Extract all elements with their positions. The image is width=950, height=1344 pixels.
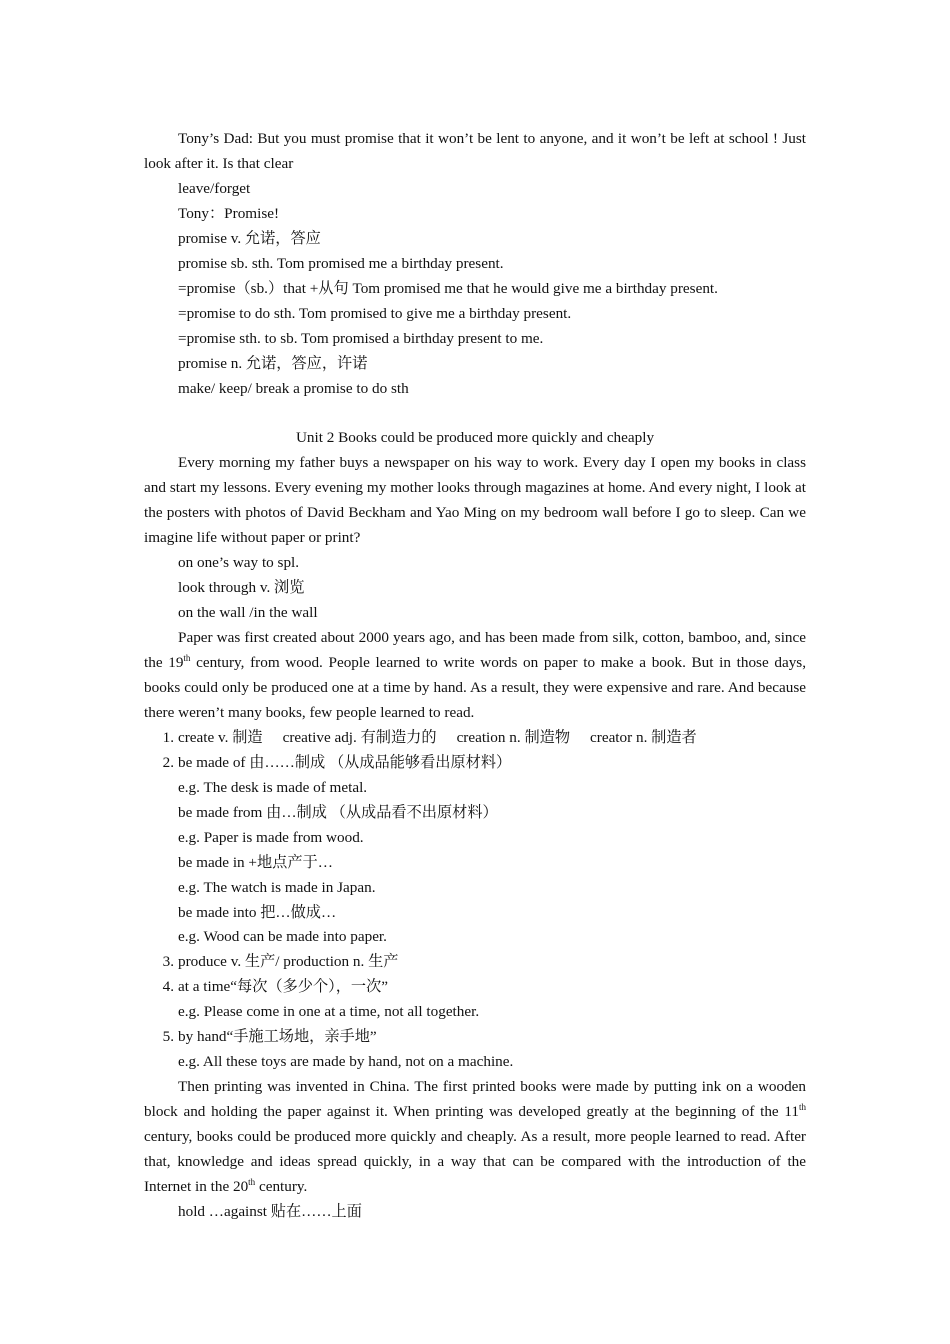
paragraph-1: Every morning my father buys a newspaper on his way to work. Every day I open my books in class and start my lessons. Every evening my mother looks through magazines at home. And every night, I look at the posters with photos of David Beckham and Yao Ming on my bedroom wall before I go to sleep. Can we imagine life without paper or print? [144, 454, 806, 547]
creator-noun: creator n. 制造者 [590, 728, 697, 746]
list-item-5 [144, 1025, 806, 1050]
list-item-2-sub-6: be made into 把…做成… [178, 903, 337, 921]
list-item-2-text: be made of 由……制成 （从成品能够看出原材料） [178, 753, 512, 771]
list-item-3 [144, 950, 806, 975]
creation-noun: creation n. 制造物 [456, 728, 571, 746]
promise-note-6: promise n. 允诺，答应，许诺 [178, 354, 368, 372]
promise-note-2: promise sb. sth. Tom promised me a birthday present. [178, 254, 504, 272]
blank-line [144, 401, 806, 426]
document-page [144, 127, 806, 1225]
create-verb: create v. 制造 [178, 728, 263, 746]
para3-text-b: century, books could be produced more quickly and cheaply. As a result, more people learned to read. After that, knowledge and ideas spread quickly, in a way that can be compared with the introduction of the Internet in the 20 [144, 1128, 806, 1196]
unit-title: Unit 2 Books could be produced more quickly and cheaply [295, 429, 655, 447]
promise-note-3: =promise（sb.）that +从句 Tom promised me that he would give me a birthday present. [178, 279, 718, 297]
list-item-2-sub-3: e.g. Paper is made from wood. [178, 828, 364, 846]
list-item-4-example: e.g. Please come in one at a time, not all together. [178, 1003, 480, 1021]
list-item-2-sub-2: be made from 由…制成 （从成品看不出原材料） [178, 803, 498, 821]
promise-note-1: promise v. 允诺，答应 [178, 229, 321, 247]
para2-text-a: Paper was first created about 2000 years ago, and has been made from silk, cotton, bamboo, and, since the 19 [144, 629, 806, 671]
list-number: 3. [162, 953, 174, 971]
list-number: 2. [162, 753, 174, 771]
list-item-2-sub-1: e.g. The desk is made of metal. [178, 778, 368, 796]
list-item-1 [144, 726, 806, 751]
dialogue-dad: Tony’s Dad: But you must promise that it won’t be lent to anyone, and it won’t be left at school ! Just look after it. Is that clear [144, 130, 806, 172]
list-item-1-text [178, 726, 806, 751]
para1-note-3: on the wall /in the wall [178, 604, 318, 622]
dialogue-tony: Tony：Promise! [178, 204, 280, 222]
para3-superscript-1: th [798, 1102, 806, 1113]
para3-text-a: Then printing was invented in China. The first printed books were made by putting ink on a wooden block and holding the paper against it. When printing was developed greatly at the beginning of the 11 [144, 1078, 806, 1121]
promise-note-7: make/ keep/ break a promise to do sth [178, 379, 409, 397]
dialogue-note: leave/forget [178, 179, 251, 197]
promise-note-4: =promise to do sth. Tom promised to give me a birthday present. [178, 304, 572, 322]
list-number: 4. [162, 978, 174, 996]
list-item-4-text: at a time“每次（多少个），一次” [178, 978, 389, 996]
list-item-5-example: e.g. All these toys are made by hand, not on a machine. [178, 1053, 514, 1071]
list-item-5-text: by hand“手施工场地，亲手地” [178, 1028, 377, 1046]
para1-note-1: on one’s way to spl. [178, 554, 300, 572]
para3-superscript-2: th [248, 1176, 256, 1187]
para2-text-b: century, from wood. People learned to write words on paper to make a book. But in those days, books could only be produced one at a time by hand. As a result, they were expensive and rare. And because there weren’t many books, few people learned to read. [144, 654, 806, 721]
list-item-3-text: produce v. 生产/ production n. 生产 [178, 953, 399, 971]
list-item-2-sub-4: be made in +地点产于… [178, 853, 333, 871]
list-item-2 [144, 751, 806, 776]
para3-text-c: century. [255, 1178, 308, 1196]
final-note: hold …against 贴在……上面 [178, 1202, 362, 1220]
paragraph-2 [144, 626, 806, 726]
paragraph-3 [144, 1075, 806, 1200]
list-number: 5. [162, 1028, 174, 1046]
para2-superscript: th [183, 652, 191, 663]
promise-note-5: =promise sth. to sb. Tom promised a birthday present to me. [178, 329, 544, 347]
list-item-2-sub-5: e.g. The watch is made in Japan. [178, 878, 376, 896]
para1-note-2: look through v. 浏览 [178, 579, 305, 597]
creative-adj: creative adj. 有制造力的 [282, 728, 437, 746]
list-item-2-sub-7: e.g. Wood can be made into paper. [178, 928, 387, 946]
list-number: 1. [162, 728, 174, 746]
list-item-4 [144, 975, 806, 1000]
